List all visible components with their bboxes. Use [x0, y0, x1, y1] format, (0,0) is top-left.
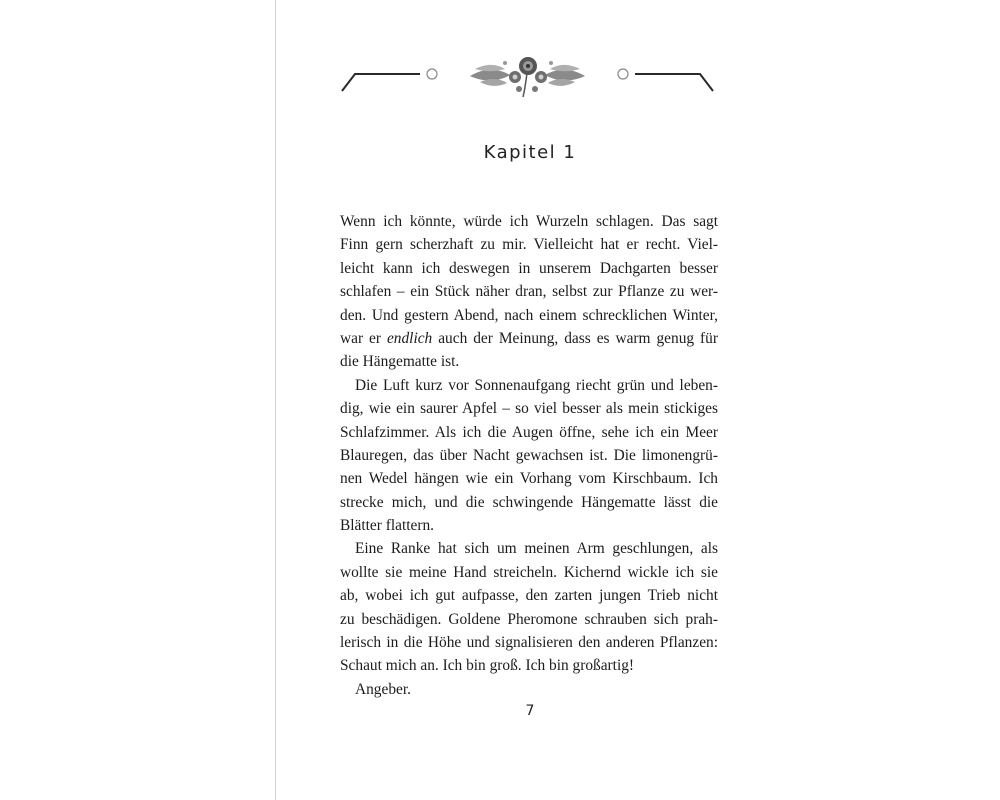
text-line: ab, wobei ich gut aufpasse, den zarten jungen Trieb nicht: [340, 587, 718, 605]
text-line: die Hängematte ist.: [340, 353, 460, 371]
chapter-body-text: [340, 210, 718, 701]
text-line: strecke mich, und die schwingende Hängematte lässt die: [340, 493, 718, 511]
text-fragment: war er: [340, 329, 387, 347]
text-line: Wenn ich könnte, würde ich Wurzeln schlagen. Das sagt: [340, 213, 718, 230]
floral-ornament-icon: [470, 57, 585, 97]
text-line: Angeber.: [355, 680, 411, 698]
text-line: [340, 327, 718, 350]
text-line: wollte sie meine Hand streicheln. Kichernd wickle ich sie: [340, 563, 718, 581]
text-line: leicht kann ich deswegen in unserem Dachgarten besser: [340, 259, 718, 277]
text-line: schlafen – ein Stück näher dran, selbst zur Pflanze zu wer-: [340, 283, 718, 301]
text-line: Blauregen, das über Nacht gewachsen ist. Die limonengrü-: [340, 446, 718, 464]
text-line: Finn gern scherzhaft zu mir. Vielleicht hat er recht. Viel-: [340, 236, 718, 254]
text-line: Die Luft kurz vor Sonnenaufgang riecht grün und leben-: [355, 376, 718, 394]
text-line: Schaut mich an. Ich bin groß. Ich bin großartig!: [340, 657, 635, 675]
text-line: Schlafzimmer. Als ich die Augen öffne, sehe ich ein Meer: [340, 423, 718, 441]
text-line: lerisch in die Höhe und signalisieren den anderen Pflanzen:: [340, 634, 718, 652]
emphasized-word: endlich: [386, 329, 433, 347]
text-line: nen Wedel hängen wie ein Vorhang vom Kirschbaum. Ich: [340, 470, 718, 488]
text-line: zu beschädigen. Goldene Pheromone schrauben sich prah-: [340, 610, 718, 628]
paragraph: [340, 374, 718, 538]
text-fragment: auch der Meinung, dass es warm genug für: [432, 329, 718, 347]
paragraph: [340, 537, 718, 677]
chapter-title: Kapitel 1: [483, 142, 577, 163]
text-line: dig, wie ein saurer Apfel – so viel besser als mein stickiges: [340, 400, 718, 418]
paragraph: [340, 678, 718, 701]
text-line: Blätter flattern.: [340, 517, 435, 535]
text-line: Eine Ranke hat sich um meinen Arm geschlungen, als: [355, 540, 718, 558]
page-spine-divider: [275, 0, 276, 800]
paragraph: [340, 210, 718, 374]
text-line: den. Und gestern Abend, nach einem schrecklichen Winter,: [340, 306, 718, 324]
page-number: 7: [525, 703, 535, 719]
